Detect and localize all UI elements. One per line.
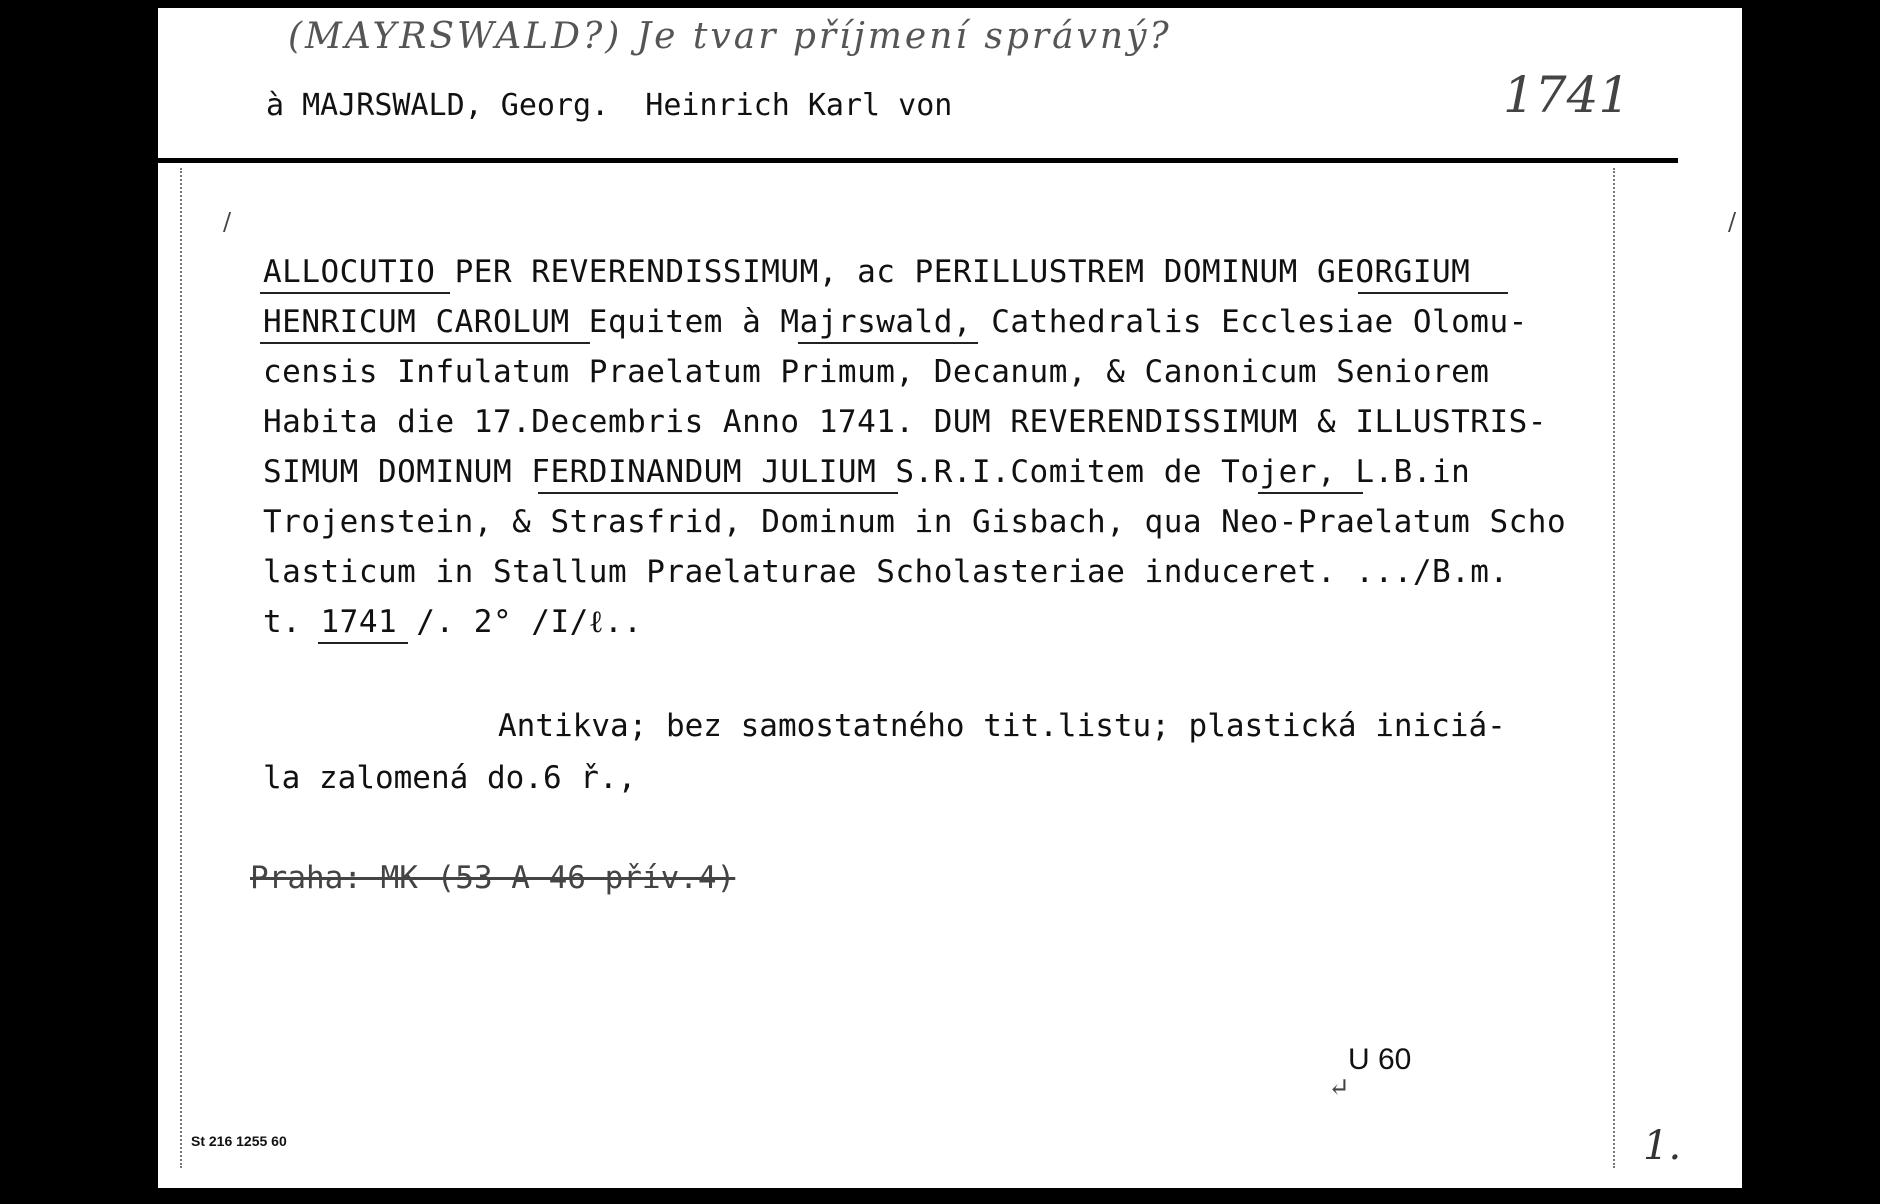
underline-henricum bbox=[260, 342, 590, 344]
handwritten-year: 1741 bbox=[1503, 66, 1631, 124]
card-heading: à MAJRSWALD, Georg. Heinrich Karl von bbox=[266, 88, 953, 123]
handwritten-note-top: (MAYRSWALD?) Je tvar příjmení správný? bbox=[288, 16, 1172, 57]
underline-ferdinandum bbox=[538, 492, 898, 494]
right-margin-line bbox=[1613, 168, 1615, 1168]
tick-mark-right: / bbox=[1728, 208, 1737, 236]
location-struck: Praha: MK (53 A 46 přív.4) bbox=[250, 860, 736, 896]
body-line-2: HENRICUM CAROLUM Equitem à Majrswald, Cathedralis Ecclesiae Olomu- bbox=[263, 304, 1528, 340]
note-line-1: Antikva; bez samostatného tit.listu; plastická iniciá- bbox=[498, 708, 1506, 744]
underline-georgium bbox=[1358, 292, 1508, 294]
body-line-3: censis Infulatum Praelatum Primum, Decanum, & Canonicum Seniorem bbox=[263, 354, 1490, 390]
underline-allocutio bbox=[260, 292, 450, 294]
corner-mark: 1. bbox=[1643, 1123, 1682, 1169]
body-line-4: Habita die 17.Decembris Anno 1741. DUM REVERENDISSIMUM & ILLUSTRIS- bbox=[263, 404, 1547, 440]
body-line-5: SIMUM DOMINUM FERDINANDUM JULIUM S.R.I.Comitem de Tojer, L.B.in bbox=[263, 454, 1471, 490]
catalog-card bbox=[158, 8, 1742, 1188]
code-hook-mark: ↵ bbox=[1328, 1073, 1350, 1103]
underline-1741 bbox=[318, 642, 408, 644]
shelf-code: U 60 bbox=[1348, 1043, 1412, 1076]
underline-majrswald bbox=[798, 342, 978, 344]
body-line-6: Trojenstein, & Strasfrid, Dominum in Gisbach, qua Neo-Praelatum Scho bbox=[263, 504, 1567, 540]
tick-mark-left: / bbox=[223, 208, 232, 236]
body-line-1: ALLOCUTIO PER REVERENDISSIMUM, ac PERILLUSTREM DOMINUM GEORGIUM bbox=[263, 254, 1471, 290]
note-line-2: la zalomená do.6 ř., bbox=[263, 760, 637, 796]
body-line-7: lasticum in Stallum Praelaturae Scholasteriae induceret. .../B.m. bbox=[263, 554, 1509, 590]
underline-tojer bbox=[1258, 492, 1363, 494]
body-line-8: t. 1741 /. 2° /I/ℓ.. bbox=[263, 604, 643, 640]
header-rule bbox=[158, 158, 1678, 163]
form-number: St 216 1255 60 bbox=[191, 1133, 287, 1149]
left-margin-line bbox=[180, 168, 182, 1168]
